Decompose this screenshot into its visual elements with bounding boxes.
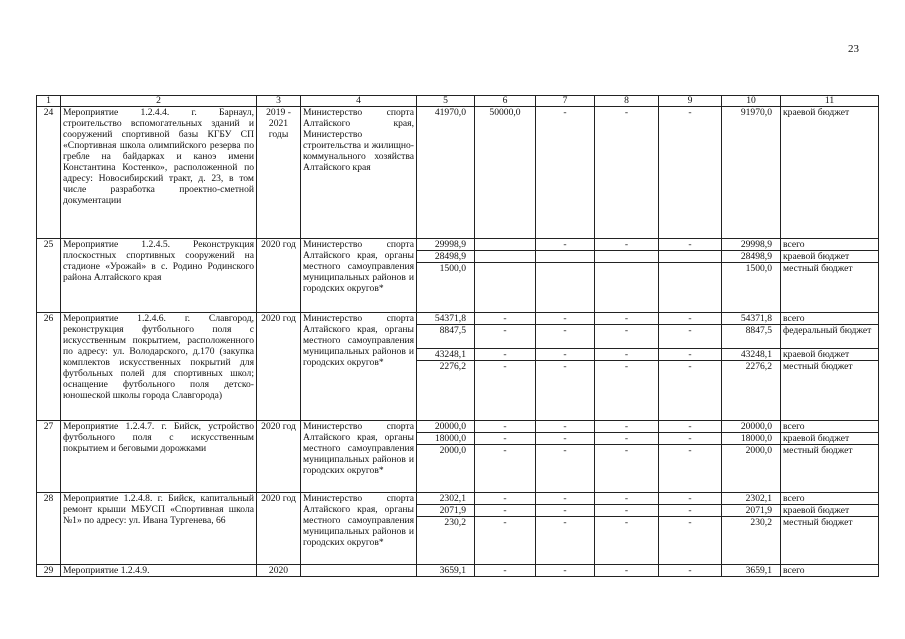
amount-year: - xyxy=(659,421,722,433)
amount-year: - xyxy=(536,349,595,361)
amount-year: - xyxy=(659,493,722,505)
table-row xyxy=(37,493,879,505)
column-header: 11 xyxy=(781,96,879,107)
amount-year: - xyxy=(595,517,659,565)
amount-year: - xyxy=(659,349,722,361)
amount-year: - xyxy=(536,107,595,239)
column-header: 6 xyxy=(475,96,536,107)
amount-year: - xyxy=(595,433,659,445)
amount-year: - xyxy=(595,361,659,421)
amount-year: - xyxy=(475,445,536,493)
table-row xyxy=(37,239,879,251)
page-number: 23 xyxy=(848,43,859,55)
amount-year: - xyxy=(475,421,536,433)
amount-year: - xyxy=(475,349,536,361)
amount-year: - xyxy=(595,421,659,433)
amount-sum: 91970,0 xyxy=(722,107,781,239)
responsible-organization: Министерство спорта Алтайского края, органы местного самоуправления муниципальных районов и городских округов* xyxy=(301,239,417,313)
amount-total: 54371,8 xyxy=(417,313,475,325)
implementation-period: 2020 год xyxy=(257,239,301,313)
amount-year: - xyxy=(659,325,722,349)
funding-source: всего xyxy=(781,493,879,505)
measure-description: Мероприятие 1.2.4.8. г. Бийск, капитальный ремонт крыши МБУСП «Спортивная школа №1» по адресу: ул. Ивана Тургенева, 66 xyxy=(61,493,257,565)
column-header: 8 xyxy=(595,96,659,107)
table-row xyxy=(37,313,879,325)
amount-year: - xyxy=(536,565,595,577)
amount-year: - xyxy=(536,493,595,505)
responsible-organization: Министерство спорта Алтайского края, органы местного самоуправления муниципальных районов и городских округов* xyxy=(301,421,417,493)
amount-sum: 230,2 xyxy=(722,517,781,565)
responsible-organization: Министерство спорта Алтайского края, органы местного самоуправления муниципальных районов и городских округов* xyxy=(301,313,417,421)
column-header: 9 xyxy=(659,96,722,107)
implementation-period: 2019 - 2021 годы xyxy=(257,107,301,239)
amount-year: - xyxy=(536,361,595,421)
amount-year xyxy=(475,239,536,251)
funding-source: краевой бюджет xyxy=(781,251,879,263)
amount-year: - xyxy=(659,433,722,445)
amount-year: - xyxy=(659,505,722,517)
amount-year: - xyxy=(475,565,536,577)
responsible-organization xyxy=(301,565,417,577)
amount-year xyxy=(536,251,595,263)
amount-year: - xyxy=(536,239,595,251)
amount-sum: 2071,9 xyxy=(722,505,781,517)
implementation-period: 2020 год xyxy=(257,313,301,421)
amount-sum: 54371,8 xyxy=(722,313,781,325)
measure-description: Мероприятие 1.2.4.6. г. Славгород, реконструкция футбольного поля с искусственным покрытием, расположенного по адресу: ул. Володарского, д.170 (закупка комплектов искусственных покрытий для футбольных полей для спортивных школ; оснащение футбольного поля детско-юношеской школы города Славгорода) xyxy=(61,313,257,421)
responsible-organization: Министерство спорта Алтайского края, Министерство строительства и жилищно-коммунального хозяйства Алтайского края xyxy=(301,107,417,239)
funding-source: всего xyxy=(781,565,879,577)
budget-table xyxy=(36,95,879,577)
amount-year xyxy=(659,251,722,263)
amount-total: 29998,9 xyxy=(417,239,475,251)
amount-year: - xyxy=(595,349,659,361)
column-header: 7 xyxy=(536,96,595,107)
amount-total: 2000,0 xyxy=(417,445,475,493)
funding-source: федеральный бюджет xyxy=(781,325,879,349)
measure-description: Мероприятие 1.2.4.9. xyxy=(61,565,257,577)
amount-year: - xyxy=(659,239,722,251)
column-header: 1 xyxy=(37,96,61,107)
measure-description: Мероприятие 1.2.4.7. г. Бийск, устройство футбольного поля с искусственным покрытием и беговыми дорожками xyxy=(61,421,257,493)
row-number: 24 xyxy=(37,107,61,239)
amount-total: 2302,1 xyxy=(417,493,475,505)
amount-year: - xyxy=(475,517,536,565)
funding-source: всего xyxy=(781,239,879,251)
amount-sum: 3659,1 xyxy=(722,565,781,577)
amount-sum: 28498,9 xyxy=(722,251,781,263)
row-number: 28 xyxy=(37,493,61,565)
row-number: 25 xyxy=(37,239,61,313)
amount-year: - xyxy=(475,433,536,445)
funding-source: всего xyxy=(781,421,879,433)
amount-year: - xyxy=(536,517,595,565)
amount-sum: 2302,1 xyxy=(722,493,781,505)
funding-source: местный бюджет xyxy=(781,517,879,565)
amount-sum: 1500,0 xyxy=(722,263,781,313)
amount-sum: 29998,9 xyxy=(722,239,781,251)
amount-year xyxy=(659,263,722,313)
amount-year: - xyxy=(595,505,659,517)
measure-description: Мероприятие 1.2.4.5. Реконструкция плоскостных спортивных сооружений на стадионе «Урожай» в с. Родино Родинского района Алтайского края xyxy=(61,239,257,313)
amount-total: 230,2 xyxy=(417,517,475,565)
amount-year: - xyxy=(659,107,722,239)
amount-sum: 2000,0 xyxy=(722,445,781,493)
amount-year: 50000,0 xyxy=(475,107,536,239)
table-row xyxy=(37,421,879,433)
implementation-period: 2020 xyxy=(257,565,301,577)
amount-year: - xyxy=(659,313,722,325)
column-header: 10 xyxy=(722,96,781,107)
amount-year xyxy=(475,263,536,313)
row-number: 27 xyxy=(37,421,61,493)
amount-total: 3659,1 xyxy=(417,565,475,577)
amount-sum: 43248,1 xyxy=(722,349,781,361)
funding-source: местный бюджет xyxy=(781,445,879,493)
row-number: 29 xyxy=(37,565,61,577)
amount-year: - xyxy=(536,433,595,445)
amount-year: - xyxy=(536,445,595,493)
amount-total: 1500,0 xyxy=(417,263,475,313)
column-header: 2 xyxy=(61,96,257,107)
amount-year: - xyxy=(595,107,659,239)
amount-year: - xyxy=(595,493,659,505)
amount-year: - xyxy=(659,445,722,493)
amount-year: - xyxy=(659,565,722,577)
implementation-period: 2020 год xyxy=(257,493,301,565)
funding-source: местный бюджет xyxy=(781,263,879,313)
amount-total: 43248,1 xyxy=(417,349,475,361)
funding-source: краевой бюджет xyxy=(781,433,879,445)
amount-sum: 8847,5 xyxy=(722,325,781,349)
amount-year: - xyxy=(475,361,536,421)
amount-total: 2071,9 xyxy=(417,505,475,517)
amount-year xyxy=(475,251,536,263)
amount-sum: 2276,2 xyxy=(722,361,781,421)
funding-source: всего xyxy=(781,313,879,325)
table-row xyxy=(37,565,879,577)
amount-year xyxy=(595,263,659,313)
amount-year: - xyxy=(595,565,659,577)
amount-year: - xyxy=(536,505,595,517)
amount-year: - xyxy=(475,493,536,505)
amount-sum: 18000,0 xyxy=(722,433,781,445)
amount-total: 18000,0 xyxy=(417,433,475,445)
amount-total: 8847,5 xyxy=(417,325,475,349)
amount-year xyxy=(595,251,659,263)
amount-year: - xyxy=(475,325,536,349)
column-header: 3 xyxy=(257,96,301,107)
amount-total: 2276,2 xyxy=(417,361,475,421)
amount-year: - xyxy=(595,325,659,349)
amount-year: - xyxy=(659,517,722,565)
responsible-organization: Министерство спорта Алтайского края, органы местного самоуправления муниципальных районов и городских округов* xyxy=(301,493,417,565)
amount-year: - xyxy=(536,313,595,325)
amount-sum: 20000,0 xyxy=(722,421,781,433)
table-row xyxy=(37,107,879,239)
measure-description: Мероприятие 1.2.4.4. г. Барнаул, строительство вспомогательных зданий и сооружений спортивной базы КГБУ СП «Спортивная школа олимпийского резерва по гребле на байдарках и каноэ имени Константина Костенко», расположенной по адресу: Новосибирский тракт, д. 23, в том числе разработка проектно-сметной документации xyxy=(61,107,257,239)
funding-source: местный бюджет xyxy=(781,361,879,421)
amount-year: - xyxy=(475,505,536,517)
column-header: 5 xyxy=(417,96,475,107)
header-row xyxy=(37,96,879,107)
column-header: 4 xyxy=(301,96,417,107)
amount-year: - xyxy=(536,421,595,433)
amount-year: - xyxy=(659,361,722,421)
funding-source: краевой бюджет xyxy=(781,107,879,239)
amount-year: - xyxy=(536,325,595,349)
amount-total: 20000,0 xyxy=(417,421,475,433)
amount-total: 41970,0 xyxy=(417,107,475,239)
amount-year xyxy=(536,263,595,313)
row-number: 26 xyxy=(37,313,61,421)
amount-year: - xyxy=(595,313,659,325)
implementation-period: 2020 год xyxy=(257,421,301,493)
amount-year: - xyxy=(595,239,659,251)
amount-total: 28498,9 xyxy=(417,251,475,263)
funding-source: краевой бюджет xyxy=(781,349,879,361)
funding-source: краевой бюджет xyxy=(781,505,879,517)
amount-year: - xyxy=(595,445,659,493)
amount-year: - xyxy=(475,313,536,325)
